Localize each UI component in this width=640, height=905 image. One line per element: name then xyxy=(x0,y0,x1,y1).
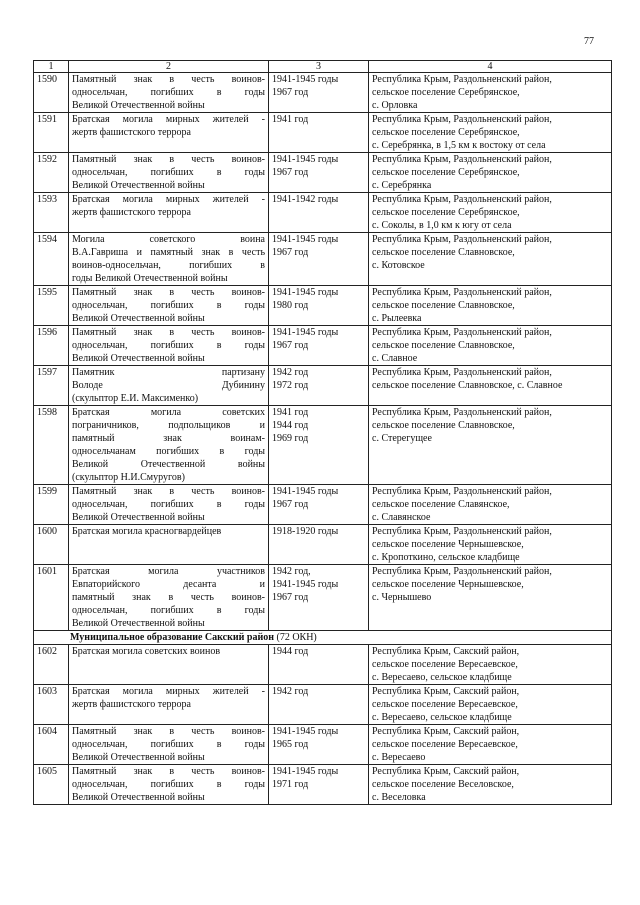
date-line: 1941 год xyxy=(272,407,309,418)
object-name-line: Памятный знак в честь воинов- xyxy=(72,726,265,737)
object-name-line: Братская могила красногвардейцев xyxy=(72,526,222,537)
object-name-line: Памятный знак в честь воинов- xyxy=(72,287,265,298)
location-line: с. Славное xyxy=(372,353,418,364)
location-line: с. Соколы, в 1,0 км к югу от села xyxy=(372,220,512,231)
location-line: сельское поселение Чернышевское, xyxy=(372,539,524,550)
location-line: Республика Крым, Сакский район, xyxy=(372,686,520,697)
date-line: 1967 год xyxy=(272,340,309,351)
location-line: сельское поселение Славновское, xyxy=(372,300,515,311)
location-line: Республика Крым, Раздольненский район, xyxy=(372,526,552,537)
location-line: Республика Крым, Раздольненский район, xyxy=(372,327,552,338)
location-cell xyxy=(369,113,612,153)
section-count: (72 ОКН) xyxy=(273,632,317,643)
table-body-saki-section xyxy=(34,645,612,805)
location-line: с. Серебрянка xyxy=(372,180,432,191)
registry-number: 1604 xyxy=(34,725,69,765)
location-line: сельское поселение Славновское, с. Славное xyxy=(372,380,563,391)
location-line: Республика Крым, Раздольненский район, xyxy=(372,287,552,298)
object-name-line: Великой Отечественной войны xyxy=(72,618,205,629)
location-line: Республика Крым, Раздольненский район, xyxy=(372,234,552,245)
location-line: сельское поселение Серебрянское, xyxy=(372,167,520,178)
location-line: сельское поселение Вересаевское, xyxy=(372,699,518,710)
date-line: 1942 год xyxy=(272,367,309,378)
object-name-cell xyxy=(69,725,269,765)
table-row xyxy=(34,153,612,193)
column-number-1: 1 xyxy=(34,61,69,73)
object-name-line: Великой Отечественной войны xyxy=(72,180,205,191)
object-name-line: Великой Отечественной войны xyxy=(72,792,205,803)
registry-number: 1593 xyxy=(34,193,69,233)
location-line: Республика Крым, Раздольненский район, xyxy=(372,367,552,378)
date-line: 1967 год xyxy=(272,592,309,603)
date-line: 1941-1945 годы xyxy=(272,154,339,165)
registry-number: 1594 xyxy=(34,233,69,286)
date-line: 1944 год xyxy=(272,420,309,431)
location-cell xyxy=(369,286,612,326)
location-line: с. Стерегущее xyxy=(372,433,432,444)
object-name-line: Памятный знак в честь воинов- xyxy=(72,327,265,338)
date-line: 1942 год, xyxy=(272,566,311,577)
table-row xyxy=(34,366,612,406)
registry-number: 1596 xyxy=(34,326,69,366)
location-line: Республика Крым, Сакский район, xyxy=(372,726,520,737)
location-line: Республика Крым, Раздольненский район, xyxy=(372,194,552,205)
object-name-line: Памятный знак в честь воинов- xyxy=(72,486,265,497)
date-line: 1941-1945 годы xyxy=(272,486,339,497)
object-name-cell xyxy=(69,366,269,406)
table-section-header-group xyxy=(34,631,612,645)
registry-number: 1602 xyxy=(34,645,69,685)
table-row xyxy=(34,485,612,525)
date-line: 1967 год xyxy=(272,499,309,510)
location-line: с. Вересаево, сельское кладбище xyxy=(372,672,512,683)
object-name-cell xyxy=(69,233,269,286)
object-name-line: Великой Отечественной войны xyxy=(72,313,205,324)
location-line: сельское поселение Вересаевское, xyxy=(372,659,518,670)
registry-number: 1590 xyxy=(34,73,69,113)
table-row xyxy=(34,193,612,233)
location-line: с. Чернышево xyxy=(372,592,432,603)
location-line: сельское поселение Славновское, xyxy=(372,247,515,258)
object-name-line: односельчан, погибших в годы xyxy=(72,87,265,98)
object-name-line: односельчанам погибших в годы xyxy=(72,446,265,457)
location-line: Республика Крым, Раздольненский район, xyxy=(372,74,552,85)
object-name-line: Великой Отечественной войны xyxy=(72,752,205,763)
location-cell xyxy=(369,193,612,233)
date-line: 1967 год xyxy=(272,247,309,258)
location-cell xyxy=(369,366,612,406)
date-line: 1944 год xyxy=(272,646,309,657)
section-title: Муниципальное образование Сакский район xyxy=(70,632,274,643)
registry-number: 1601 xyxy=(34,565,69,631)
registry-number: 1600 xyxy=(34,525,69,565)
dates-cell xyxy=(269,565,369,631)
object-name-line: Могила советского воина xyxy=(72,234,265,245)
object-name-line: пограничников, подпольщиков и xyxy=(72,420,265,431)
object-name-line: Братская могила советских воинов xyxy=(72,646,221,657)
dates-cell xyxy=(269,525,369,565)
location-line: с. Орловка xyxy=(372,100,418,111)
registry-number: 1599 xyxy=(34,485,69,525)
location-line: Республика Крым, Раздольненский район, xyxy=(372,154,552,165)
location-line: Республика Крым, Раздольненский район, xyxy=(372,566,552,577)
location-cell xyxy=(369,685,612,725)
date-line: 1967 год xyxy=(272,167,309,178)
location-cell xyxy=(369,485,612,525)
object-name-line: годы Великой Отечественной войны xyxy=(72,273,228,284)
object-name-cell xyxy=(69,765,269,805)
registry-number: 1603 xyxy=(34,685,69,725)
object-name-cell xyxy=(69,645,269,685)
object-name-line: Братская могила мирных жителей - xyxy=(72,114,265,125)
location-line: с. Рылеевка xyxy=(372,313,422,324)
location-line: с. Кропоткино, сельское кладбище xyxy=(372,552,520,563)
location-line: с. Вересаево, сельское кладбище xyxy=(372,712,512,723)
object-name-line: Памятник партизану xyxy=(72,367,265,378)
date-line: 1941-1945 годы xyxy=(272,766,339,777)
table-row xyxy=(34,725,612,765)
dates-cell xyxy=(269,326,369,366)
registry-number: 1597 xyxy=(34,366,69,406)
object-name-line: памятный знак воинам- xyxy=(72,433,265,444)
location-line: с. Славянское xyxy=(372,512,431,523)
table-row xyxy=(34,113,612,153)
location-cell xyxy=(369,233,612,286)
location-line: сельское поселение Веселовское, xyxy=(372,779,514,790)
location-cell xyxy=(369,725,612,765)
dates-cell xyxy=(269,725,369,765)
table-row xyxy=(34,326,612,366)
object-name-cell xyxy=(69,73,269,113)
location-cell xyxy=(369,525,612,565)
date-line: 1941-1945 годы xyxy=(272,234,339,245)
location-line: с. Веселовка xyxy=(372,792,426,803)
table-row xyxy=(34,765,612,805)
object-name-line: Братская могила мирных жителей - xyxy=(72,686,265,697)
object-name-line: односельчан, погибших в годы xyxy=(72,167,265,178)
object-name-line: (скульптор Е.И. Максименко) xyxy=(72,393,199,404)
object-name-line: Великой Отечественной войны xyxy=(72,100,205,111)
object-name-line: Евпаторийского десанта и xyxy=(72,579,265,590)
location-cell xyxy=(369,153,612,193)
object-name-cell xyxy=(69,485,269,525)
dates-cell xyxy=(269,685,369,725)
location-cell xyxy=(369,73,612,113)
object-name-line: Великой Отечественной войны xyxy=(72,353,205,364)
location-line: сельское поселение Серебрянское, xyxy=(372,207,520,218)
table-row xyxy=(34,406,612,485)
object-name-line: жертв фашистского террора xyxy=(72,207,191,218)
location-line: Республика Крым, Сакский район, xyxy=(372,646,520,657)
dates-cell xyxy=(269,153,369,193)
table-row xyxy=(34,565,612,631)
location-line: сельское поселение Славянское, xyxy=(372,499,510,510)
dates-cell xyxy=(269,645,369,685)
dates-cell xyxy=(269,485,369,525)
column-number-2: 2 xyxy=(69,61,269,73)
location-line: Республика Крым, Раздольненский район, xyxy=(372,114,552,125)
location-line: сельское поселение Славновское, xyxy=(372,420,515,431)
registry-number: 1591 xyxy=(34,113,69,153)
registry-number: 1598 xyxy=(34,406,69,485)
object-name-line: Памятный знак в честь воинов- xyxy=(72,154,265,165)
object-name-cell xyxy=(69,193,269,233)
date-line: 1965 год xyxy=(272,739,309,750)
object-name-line: односельчан, погибших в годы xyxy=(72,779,265,790)
object-name-cell xyxy=(69,326,269,366)
location-line: Республика Крым, Раздольненский район, xyxy=(372,407,552,418)
object-name-cell xyxy=(69,525,269,565)
location-line: сельское поселение Серебрянское, xyxy=(372,127,520,138)
dates-cell xyxy=(269,765,369,805)
date-line: 1969 год xyxy=(272,433,309,444)
date-line: 1941-1945 годы xyxy=(272,579,339,590)
object-name-line: односельчан, погибших в годы xyxy=(72,605,265,616)
date-line: 1941-1945 годы xyxy=(272,726,339,737)
column-number-row xyxy=(34,61,612,73)
date-line: 1967 год xyxy=(272,87,309,98)
object-name-cell xyxy=(69,565,269,631)
location-cell xyxy=(369,645,612,685)
object-name-cell xyxy=(69,685,269,725)
location-line: Республика Крым, Раздольненский район, xyxy=(372,486,552,497)
object-name-line: памятный знак в честь воинов- xyxy=(72,592,265,603)
date-line: 1941-1945 годы xyxy=(272,74,339,85)
object-name-line: (скульптор Н.И.Смуругов) xyxy=(72,472,185,483)
date-line: 1971 год xyxy=(272,779,309,790)
location-line: Республика Крым, Сакский район, xyxy=(372,766,520,777)
dates-cell xyxy=(269,406,369,485)
object-name-line: односельчан, погибших в годы xyxy=(72,739,265,750)
object-name-cell xyxy=(69,113,269,153)
object-name-line: Памятный знак в честь воинов- xyxy=(72,74,265,85)
dates-cell xyxy=(269,286,369,326)
location-line: с. Вересаево xyxy=(372,752,426,763)
column-number-3: 3 xyxy=(269,61,369,73)
dates-cell xyxy=(269,193,369,233)
object-name-line: односельчан, погибших в годы xyxy=(72,340,265,351)
table-row xyxy=(34,525,612,565)
dates-cell xyxy=(269,233,369,286)
heritage-registry-table xyxy=(33,60,612,805)
date-line: 1972 год xyxy=(272,380,309,391)
registry-number: 1595 xyxy=(34,286,69,326)
dates-cell xyxy=(269,366,369,406)
object-name-line: Братская могила участников xyxy=(72,566,265,577)
table-row xyxy=(34,286,612,326)
date-line: 1918-1920 годы xyxy=(272,526,339,537)
table-row xyxy=(34,685,612,725)
object-name-line: Братская могила советских xyxy=(72,407,265,418)
table-row xyxy=(34,645,612,685)
table-row xyxy=(34,233,612,286)
section-header-row xyxy=(34,631,612,645)
location-line: сельское поселение Вересаевское, xyxy=(372,739,518,750)
date-line: 1941-1942 годы xyxy=(272,194,339,205)
date-line: 1941-1945 годы xyxy=(272,327,339,338)
date-line: 1941 год xyxy=(272,114,309,125)
location-line: сельское поселение Славновское, xyxy=(372,340,515,351)
registry-number: 1592 xyxy=(34,153,69,193)
location-line: сельское поселение Серебрянское, xyxy=(372,87,520,98)
object-name-line: жертв фашистского террора xyxy=(72,699,191,710)
page-number: 77 xyxy=(584,36,594,47)
location-cell xyxy=(369,406,612,485)
column-number-4: 4 xyxy=(369,61,612,73)
object-name-line: В.А.Гавриша и памятный знак в честь xyxy=(72,247,265,258)
location-line: сельское поселение Чернышевское, xyxy=(372,579,524,590)
location-cell xyxy=(369,326,612,366)
object-name-line: Великой Отечественной войны xyxy=(72,459,265,470)
section-header-cell xyxy=(34,631,612,645)
object-name-line: Братская могила мирных жителей - xyxy=(72,194,265,205)
object-name-line: жертв фашистского террора xyxy=(72,127,191,138)
date-line: 1980 год xyxy=(272,300,309,311)
object-name-line: односельчан, погибших в годы xyxy=(72,499,265,510)
location-line: с. Котовское xyxy=(372,260,425,271)
dates-cell xyxy=(269,113,369,153)
registry-number: 1605 xyxy=(34,765,69,805)
object-name-line: Памятный знак в честь воинов- xyxy=(72,766,265,777)
object-name-cell xyxy=(69,153,269,193)
dates-cell xyxy=(269,73,369,113)
object-name-line: односельчан, погибших в годы xyxy=(72,300,265,311)
object-name-cell xyxy=(69,406,269,485)
date-line: 1941-1945 годы xyxy=(272,287,339,298)
object-name-cell xyxy=(69,286,269,326)
date-line: 1942 год xyxy=(272,686,309,697)
object-name-line: Володе Дубинину xyxy=(72,380,265,391)
table-row xyxy=(34,73,612,113)
location-cell xyxy=(369,765,612,805)
object-name-line: воинов-односельчан, погибших в xyxy=(72,260,265,271)
table-body-raion-section xyxy=(34,73,612,631)
object-name-line: Великой Отечественной войны xyxy=(72,512,205,523)
location-line: с. Серебрянка, в 1,5 км к востоку от села xyxy=(372,140,546,151)
location-cell xyxy=(369,565,612,631)
